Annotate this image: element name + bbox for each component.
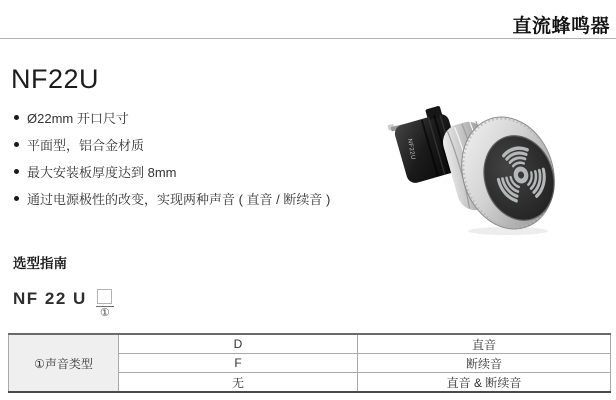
feature-text: Ø22mm 开口尺寸 bbox=[27, 110, 129, 126]
sound-type-table bbox=[8, 333, 611, 393]
code-cell: D bbox=[119, 334, 358, 354]
bullet-icon bbox=[14, 169, 19, 174]
category-cell: ①声音类型 bbox=[9, 334, 119, 392]
body-marking-text: NF22U bbox=[406, 138, 416, 161]
table-row bbox=[9, 334, 611, 354]
desc-cell: 直音 bbox=[358, 334, 611, 354]
bullet-icon bbox=[14, 196, 19, 201]
bullet-icon bbox=[14, 115, 19, 120]
feature-item bbox=[14, 191, 330, 205]
model-code-row bbox=[13, 290, 114, 320]
code-placeholder-box bbox=[97, 289, 112, 304]
code-cell: 无 bbox=[119, 373, 358, 393]
selection-guide-heading: 选型指南 bbox=[13, 256, 67, 271]
model-code-slot bbox=[96, 289, 114, 320]
bullet-icon bbox=[14, 142, 19, 147]
buzzer-product-photo bbox=[386, 104, 558, 236]
feature-item bbox=[14, 164, 330, 178]
feature-text: 最大安装板厚度达到 8mm bbox=[27, 164, 177, 180]
product-model-title: NF22U bbox=[11, 64, 100, 94]
page-title: 直流蜂鸣器 bbox=[512, 16, 610, 37]
feature-list bbox=[14, 110, 330, 218]
desc-cell: 断续音 bbox=[358, 354, 611, 373]
feature-item bbox=[14, 137, 330, 151]
slot-number-label: ① bbox=[99, 307, 110, 319]
header-divider bbox=[0, 38, 616, 39]
code-cell: F bbox=[119, 354, 358, 373]
feature-item bbox=[14, 110, 330, 124]
model-code-text: NF 22 U bbox=[13, 289, 87, 308]
desc-cell: 直音 & 断续音 bbox=[358, 373, 611, 393]
feature-text: 平面型，铝合金材质 bbox=[27, 137, 145, 153]
feature-text: 通过电源极性的改变，实现两种声音 ( 直音 / 断续音 ) bbox=[27, 191, 331, 207]
